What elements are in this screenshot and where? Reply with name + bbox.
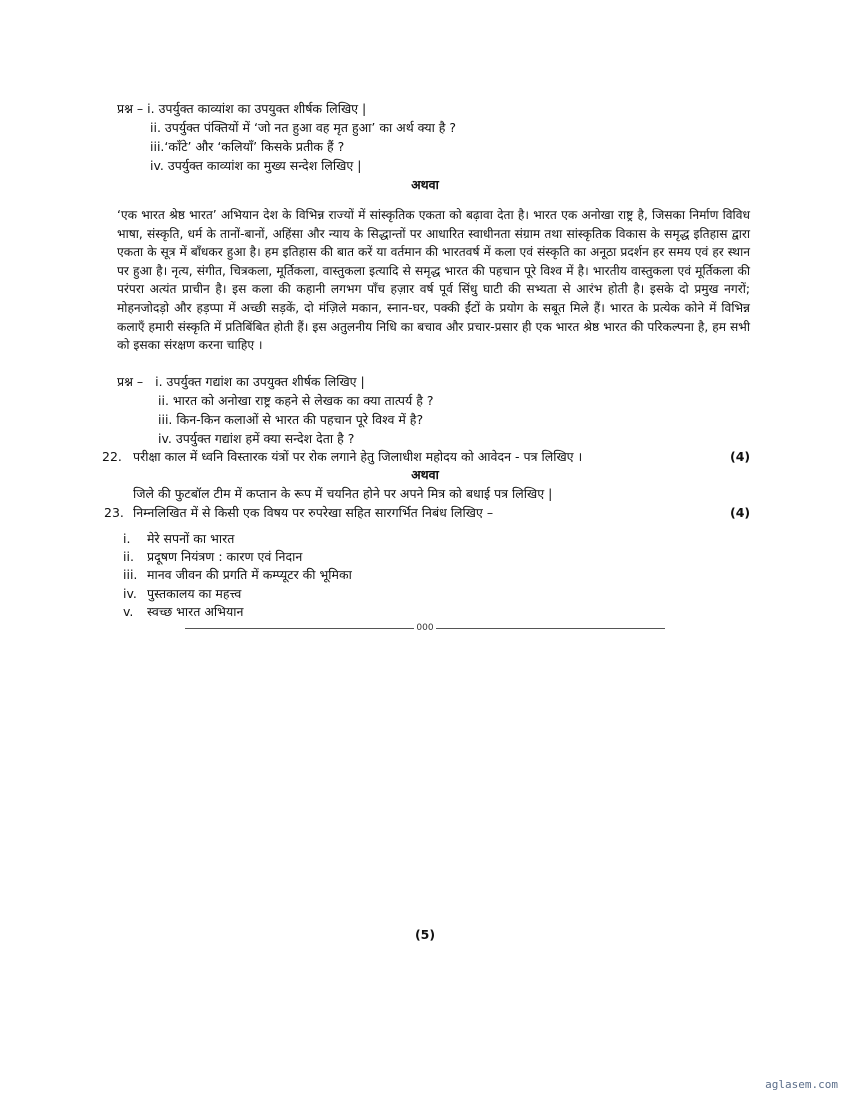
or-separator: अथवा bbox=[411, 177, 439, 192]
topic-text: स्वच्छ भारत अभियान bbox=[147, 604, 244, 619]
q22-number: 22. bbox=[102, 449, 122, 464]
essay-topic-3 bbox=[123, 566, 352, 584]
prose-question-3: iii. किन-किन कलाओं से भारत की पहचान पूरे विश्व में है? bbox=[158, 412, 424, 427]
q23-text: निम्नलिखित में से किसी एक विषय पर रुपरेखा सहित सारगर्भित निबंध लिखिए – bbox=[133, 505, 494, 520]
q22-alternative: जिले की फुटबॉल टीम में कप्तान के रूप में चयनित होने पर अपने मित्र को बधाई पत्र लिखिए | bbox=[133, 486, 553, 501]
poem-question-4: iv. उपर्युक्त काव्यांश का मुख्य सन्देश लिखिए | bbox=[150, 158, 362, 173]
essay-topic-1 bbox=[123, 530, 234, 548]
topic-number: v. bbox=[123, 604, 134, 619]
q22-marks: (4) bbox=[730, 449, 751, 464]
prose-question-2: ii. भारत को अनोखा राष्ट्र कहने से लेखक का क्या तात्पर्य है ? bbox=[158, 393, 434, 408]
topic-number: i. bbox=[123, 531, 131, 546]
prose-question-1 bbox=[117, 373, 365, 391]
poem-question-2: ii. उपर्युक्त पंक्तियों में ‘जो नत हुआ वह मृत हुआ’ का अर्थ क्या है ? bbox=[150, 120, 457, 135]
topic-text: मानव जीवन की प्रगति में कम्प्यूटर की भूमिका bbox=[147, 567, 352, 582]
rule-left bbox=[185, 628, 414, 629]
rule-right bbox=[436, 628, 665, 629]
topic-text: पुस्तकालय का महत्त्व bbox=[147, 586, 242, 601]
watermark: aglasem.com bbox=[765, 1078, 838, 1091]
poem-question-1 bbox=[117, 100, 366, 118]
topic-text: मेरे सपनों का भारत bbox=[147, 531, 235, 546]
question-prefix: प्रश्न – bbox=[117, 101, 148, 116]
q23-marks: (4) bbox=[730, 505, 751, 520]
question-prefix: प्रश्न – bbox=[117, 374, 144, 389]
poem-question-3: iii.‘काँटे’ और ‘कलियाँ’ किसके प्रतीक हैं ? bbox=[150, 139, 345, 154]
q22-text: परीक्षा काल में ध्वनि विस्तारक यंत्रों पर रोक लगाने हेतु जिलाधीश महोदय को आवेदन - पत्र लिखिए । bbox=[133, 449, 583, 464]
prose-passage: ‘एक भारत श्रेष्ठ भारत’ अभियान देश के विभिन्न राज्यों में सांस्कृतिक एकता को बढ़ावा देता है। भारत एक अनोखा राष्ट्र है, जिसका निर्माण विविध भाषा, संस्कृति, धर्म के तानों-बानों, अहिंसा और न्याय के सिद्धान्तों पर आधारित स्वाधीनता संग्राम तथा सांस्कृतिक विकास के समृद्ध इतिहास द्वारा एकता के सूत्र में बाँधकर हुआ है। हम इतिहास की बात करें या वर्तमान की भारतवर्ष में कला एवं संस्कृति का अनूठा प्रदर्शन हर समय एवं हर स्थान पर हुआ है। नृत्य, संगीत, चित्रकला, मूर्तिकला, वास्तुकला इत्यादि से समृद्ध भारत की पहचान पूरे विश्व में है। भारतीय वास्तुकला एवं मूर्तिकला की परंपरा अत्यंत प्राचीन है। इस कला की कहानी लगभग पाँच हज़ार वर्ष पूर्व सिंधु घाटी की सभ्यता से आरंभ होती है। इसके दो प्रमुख नगरों; मोहनजोदड़ो और हड़प्पा में अच्छी सड़कें, दो मंज़िले मकान, स्नान-घर, पक्की ईंटों के प्रयोग के सबूत मिले हैं। भारत के प्रत्येक कोने में विभिन्न कलाएँ हमारी संस्कृति में प्रतिबिंबित होती हैं। इस अतुलनीय निधि का बचाव और प्रचार-प्रसार ही एक भारत श्रेष्ठ भारत की परिकल्पना है, हम सभी को इसका संरक्षण करना चाहिए । bbox=[117, 208, 751, 353]
end-of-paper-rule bbox=[185, 622, 665, 634]
essay-topic-4 bbox=[123, 585, 241, 603]
topic-text: प्रदूषण नियंत्रण : कारण एवं निदान bbox=[147, 549, 303, 564]
or-separator: अथवा bbox=[411, 467, 439, 482]
topic-number: iv. bbox=[123, 586, 137, 601]
q23-number: 23. bbox=[104, 505, 124, 520]
topic-number: iii. bbox=[123, 567, 138, 582]
question-text: i. उपर्युक्त काव्यांश का उपयुक्त शीर्षक लिखिए | bbox=[147, 101, 367, 116]
question-text: i. उपर्युक्त गद्यांश का उपयुक्त शीर्षक लिखिए | bbox=[155, 374, 365, 389]
prose-question-4: iv. उपर्युक्त गद्यांश हमें क्या सन्देश देता है ? bbox=[158, 431, 355, 446]
end-marker: 000 bbox=[416, 623, 434, 633]
page-number: (5) bbox=[414, 927, 436, 942]
topic-number: ii. bbox=[123, 549, 134, 564]
essay-topic-5 bbox=[123, 603, 243, 621]
essay-topic-2 bbox=[123, 548, 302, 566]
